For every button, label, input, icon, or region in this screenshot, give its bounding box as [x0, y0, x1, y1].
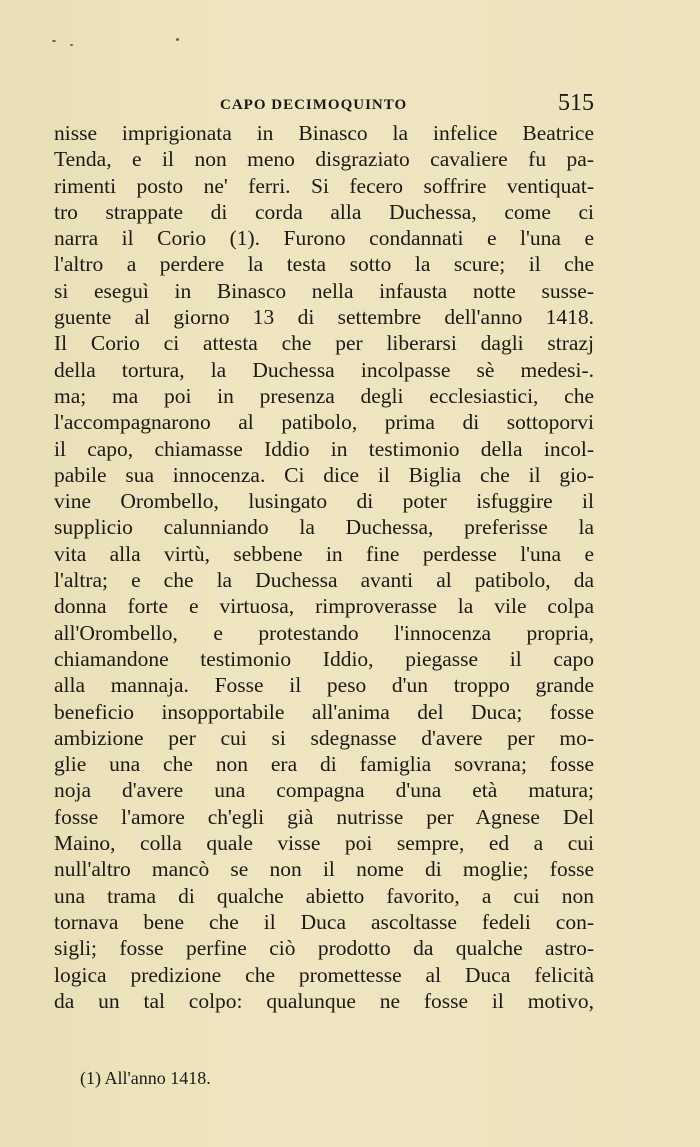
text-line: chiamandone testimonio Iddio, piegasse il capo: [54, 646, 594, 671]
text-line: Tenda, e il non meno disgraziato cavaliere fu pa-: [54, 147, 594, 172]
text-line: tro strappate di corda alla Duchessa, come ci: [54, 199, 594, 224]
text-line: narra il Corio (1). Furono condannati e l'una e: [54, 226, 594, 251]
text-line: l'altro a perdere la testa sotto la scure; il che: [54, 252, 594, 277]
page-header: [54, 90, 594, 122]
paper-speck: [52, 40, 56, 42]
text-line: della tortura, la Duchessa incolpasse sè medesi-.: [54, 357, 594, 382]
text-line: pabile sua innocenza. Ci dice il Biglia che il gio-: [54, 462, 594, 487]
text-line: donna forte e virtuosa, rimproverasse la vile colpa: [54, 594, 594, 619]
text-line: Maino, colla quale visse poi sempre, ed a cui: [54, 831, 594, 856]
text-line: beneficio insopportabile all'anima del Duca; fosse: [54, 699, 594, 724]
text-line: fosse l'amore ch'egli già nutrisse per Agnese Del: [54, 804, 594, 829]
text-line: ma; ma poi in presenza degli ecclesiastici, che: [54, 383, 594, 408]
text-line: una trama di qualche abietto favorito, a cui non: [54, 883, 594, 908]
text-line: guente al giorno 13 di settembre dell'anno 1418.: [54, 305, 594, 330]
body-text: [54, 120, 594, 1014]
paper-speck: [176, 38, 179, 41]
text-line: alla mannaja. Fosse il peso d'un troppo grande: [54, 673, 594, 698]
text-line: vita alla virtù, sebbene in fine perdesse l'una e: [54, 541, 594, 566]
text-line: l'accompagnarono al patibolo, prima di sottoporvi: [54, 410, 594, 435]
text-line: supplicio calunniando la Duchessa, preferisse la: [54, 515, 594, 540]
paper-speck: [70, 44, 73, 46]
text-line: null'altro mancò se non il nome di moglie; fosse: [54, 857, 594, 882]
text-line: Il Corio ci attesta che per liberarsi dagli strazj: [54, 331, 594, 356]
text-line: ambizione per cui si sdegnasse d'avere per mo-: [54, 725, 594, 750]
text-line: da un tal colpo: qualunque ne fosse il motivo,: [54, 988, 594, 1013]
text-line: all'Orombello, e protestando l'innocenza propria,: [54, 620, 594, 645]
text-line: vine Orombello, lusingato di poter isfuggire il: [54, 489, 594, 514]
footnote: (1) All'anno 1418.: [80, 1068, 211, 1088]
text-line: sigli; fosse perfine ciò prodotto da qualche astro-: [54, 936, 594, 961]
text-line: il capo, chiamasse Iddio in testimonio della incol-: [54, 436, 594, 461]
text-line: logica predizione che promettesse al Duca felicità: [54, 962, 594, 987]
text-line: tornava bene che il Duca ascoltasse fedeli con-: [54, 909, 594, 934]
text-line: l'altra; e che la Duchessa avanti al patibolo, da: [54, 568, 594, 593]
text-line: si eseguì in Binasco nella infausta notte susse-: [54, 278, 594, 303]
running-title: CAPO DECIMOQUINTO: [220, 97, 408, 113]
text-line: glie una che non era di famiglia sovrana; fosse: [54, 752, 594, 777]
text-line: rimenti posto ne' ferri. Si fecero soffrire ventiquat-: [54, 173, 594, 198]
page-number: 515: [558, 90, 594, 116]
text-line: noja d'avere una compagna d'una età matura;: [54, 778, 594, 803]
text-line: nisse imprigionata in Binasco la infelice Beatrice: [54, 121, 594, 145]
